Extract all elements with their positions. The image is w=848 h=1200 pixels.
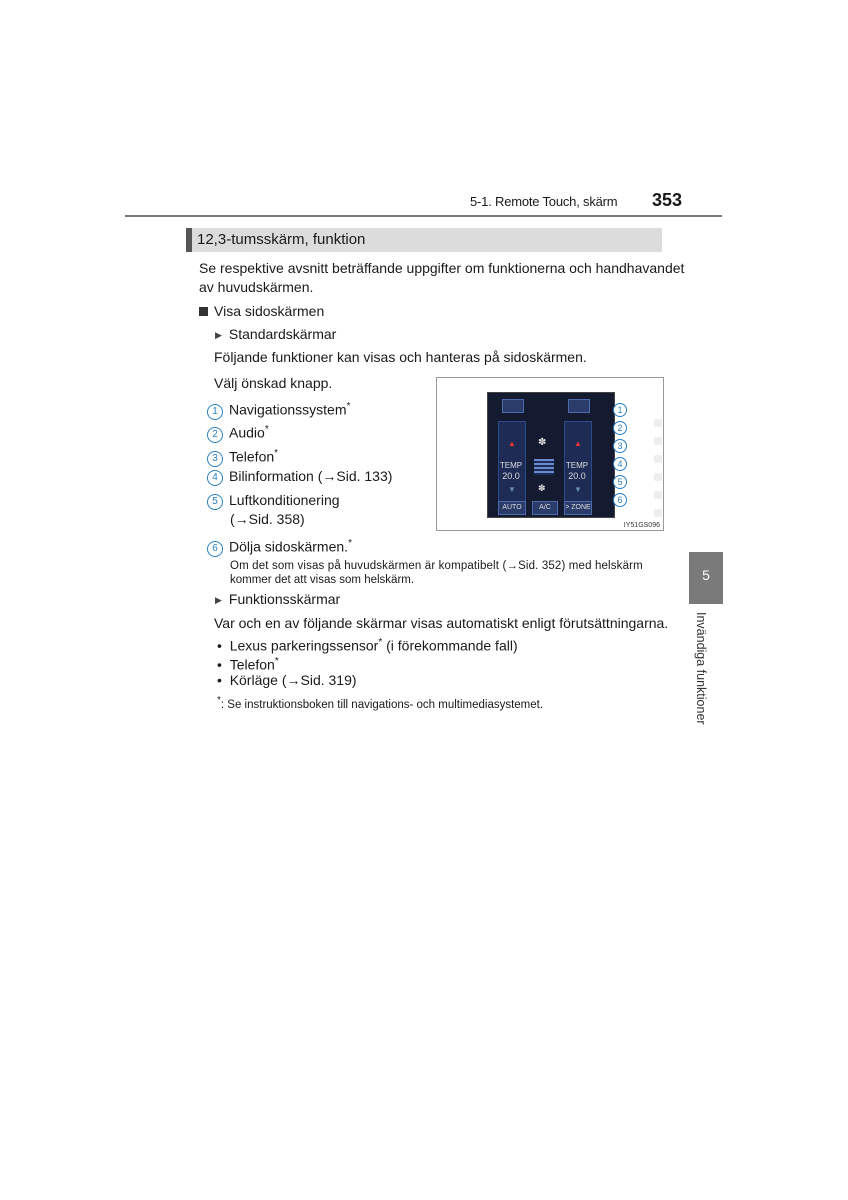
number-badge: 3	[207, 451, 223, 467]
bullet-text: Telefon	[229, 656, 275, 673]
bullet-suffix: (i förekommande fall)	[382, 637, 518, 654]
sub-heading-text: Visa sidoskärmen	[214, 303, 325, 319]
list-item	[207, 491, 340, 510]
callout-2: 2	[613, 421, 627, 435]
climate-screen-figure	[436, 377, 664, 531]
standard-label	[215, 325, 336, 345]
audio-icon	[654, 437, 662, 445]
footnote	[217, 694, 543, 712]
standard-select: Välj önskad knapp.	[214, 375, 333, 391]
callout-6: 6	[613, 493, 627, 507]
intro-line-2: av huvudskärmen.	[199, 279, 314, 295]
zone-button: > ZONE	[564, 501, 592, 515]
fan-icon: ✽	[538, 437, 547, 448]
bullet-text: Lexus parkeringssensor	[229, 637, 379, 654]
list-item	[207, 397, 350, 420]
climate-icon	[654, 491, 662, 499]
asterisk: *	[348, 538, 352, 549]
callout-4: 4	[613, 457, 627, 471]
phone-icon	[654, 455, 662, 463]
chapter-tab-label: Invändiga funktioner	[694, 612, 708, 725]
airflow-icon: ✽	[538, 483, 546, 493]
footnote-mark: *	[217, 695, 221, 706]
asterisk: *	[264, 424, 269, 435]
temp-label-right: TEMP	[565, 461, 589, 470]
temp-value-right: 20.0	[568, 471, 586, 481]
section-title: 12,3-tumsskärm, funktion	[197, 231, 366, 248]
asterisk: *	[378, 637, 383, 648]
note-line-2: kommer det att visas som helskärm.	[230, 574, 415, 586]
list-item-text: Dölja sidoskärmen.	[229, 538, 349, 555]
list-item-text: Audio	[229, 424, 265, 441]
temp-down-left-icon: ▼	[508, 485, 516, 494]
number-badge: 4	[207, 470, 223, 486]
function-label	[215, 590, 340, 610]
intro-line-1: Se respektive avsnitt beträffande uppgifter om funktionerna och handhavandet	[199, 260, 685, 276]
temp-label-left: TEMP	[499, 461, 523, 470]
asterisk: *	[346, 401, 351, 412]
seat-heat-right-icon	[568, 399, 590, 413]
temp-down-right-icon: ▼	[574, 485, 582, 494]
number-badge: 5	[207, 494, 223, 510]
function-desc: Var och en av följande skärmar visas automatiskt enligt förutsättningarna.	[214, 615, 669, 631]
standard-label-text: Standardskärmar	[228, 326, 337, 342]
triangle-bullet-icon: ▶	[215, 330, 222, 340]
section-accent	[186, 228, 192, 252]
temp-value-left: 20.0	[502, 471, 520, 481]
list-item-text: Navigationssystem	[229, 401, 347, 418]
ac-button: A/C	[532, 501, 558, 515]
bullet-dot-icon: •	[217, 656, 230, 673]
callout-3: 3	[613, 439, 627, 453]
asterisk: *	[274, 448, 279, 459]
list-item-continuation: (→Sid. 358)	[230, 511, 305, 527]
callout-5: 5	[613, 475, 627, 489]
list-item	[207, 467, 392, 486]
function-label-text: Funktionsskärmar	[228, 591, 341, 607]
bullet-text: Körläge (→Sid. 319)	[229, 672, 357, 688]
hide-screen-icon	[654, 509, 662, 517]
list-item	[207, 534, 352, 557]
auto-button: AUTO	[498, 501, 526, 515]
list-item-text: Bilinformation (→Sid. 133)	[229, 468, 393, 484]
list-item	[207, 444, 278, 467]
sub-heading	[199, 302, 324, 321]
footnote-text: : Se instruktionsboken till navigations- och multimediasystemet.	[220, 698, 544, 711]
number-badge: 6	[207, 541, 223, 557]
triangle-bullet-icon: ▶	[215, 595, 222, 605]
asterisk: *	[274, 656, 279, 667]
page-number: 353	[652, 190, 683, 210]
bullet-dot-icon: •	[217, 637, 230, 654]
temp-up-left-icon: ▲	[508, 439, 516, 448]
temp-up-right-icon: ▲	[574, 439, 582, 448]
bullet-item	[217, 671, 357, 690]
chapter-title: 5-1. Remote Touch, skärm	[470, 194, 618, 209]
list-item-text: Telefon	[229, 448, 275, 465]
navigation-icon	[654, 419, 662, 427]
seat-heat-left-icon	[502, 399, 524, 413]
standard-desc: Följande funktioner kan visas och hanteras på sidoskärmen.	[214, 349, 587, 365]
callout-1: 1	[613, 403, 627, 417]
number-badge: 2	[207, 427, 223, 443]
square-bullet-icon	[199, 307, 208, 316]
section-heading	[186, 228, 662, 252]
note-line-1: Om det som visas på huvudskärmen är kompatibelt (→Sid. 352) med helskärm	[230, 560, 643, 572]
number-badge: 1	[207, 404, 223, 420]
fan-speed-icon	[534, 459, 554, 475]
vehicle-info-icon	[654, 473, 662, 481]
side-screen-illustration	[487, 392, 615, 518]
list-item	[207, 420, 269, 443]
chapter-tab: 5	[689, 552, 723, 604]
bullet-dot-icon: •	[217, 672, 230, 688]
figure-code: IY51GS096	[623, 522, 660, 529]
list-item-text: Luftkonditionering	[229, 492, 340, 508]
header-rule	[125, 215, 722, 217]
